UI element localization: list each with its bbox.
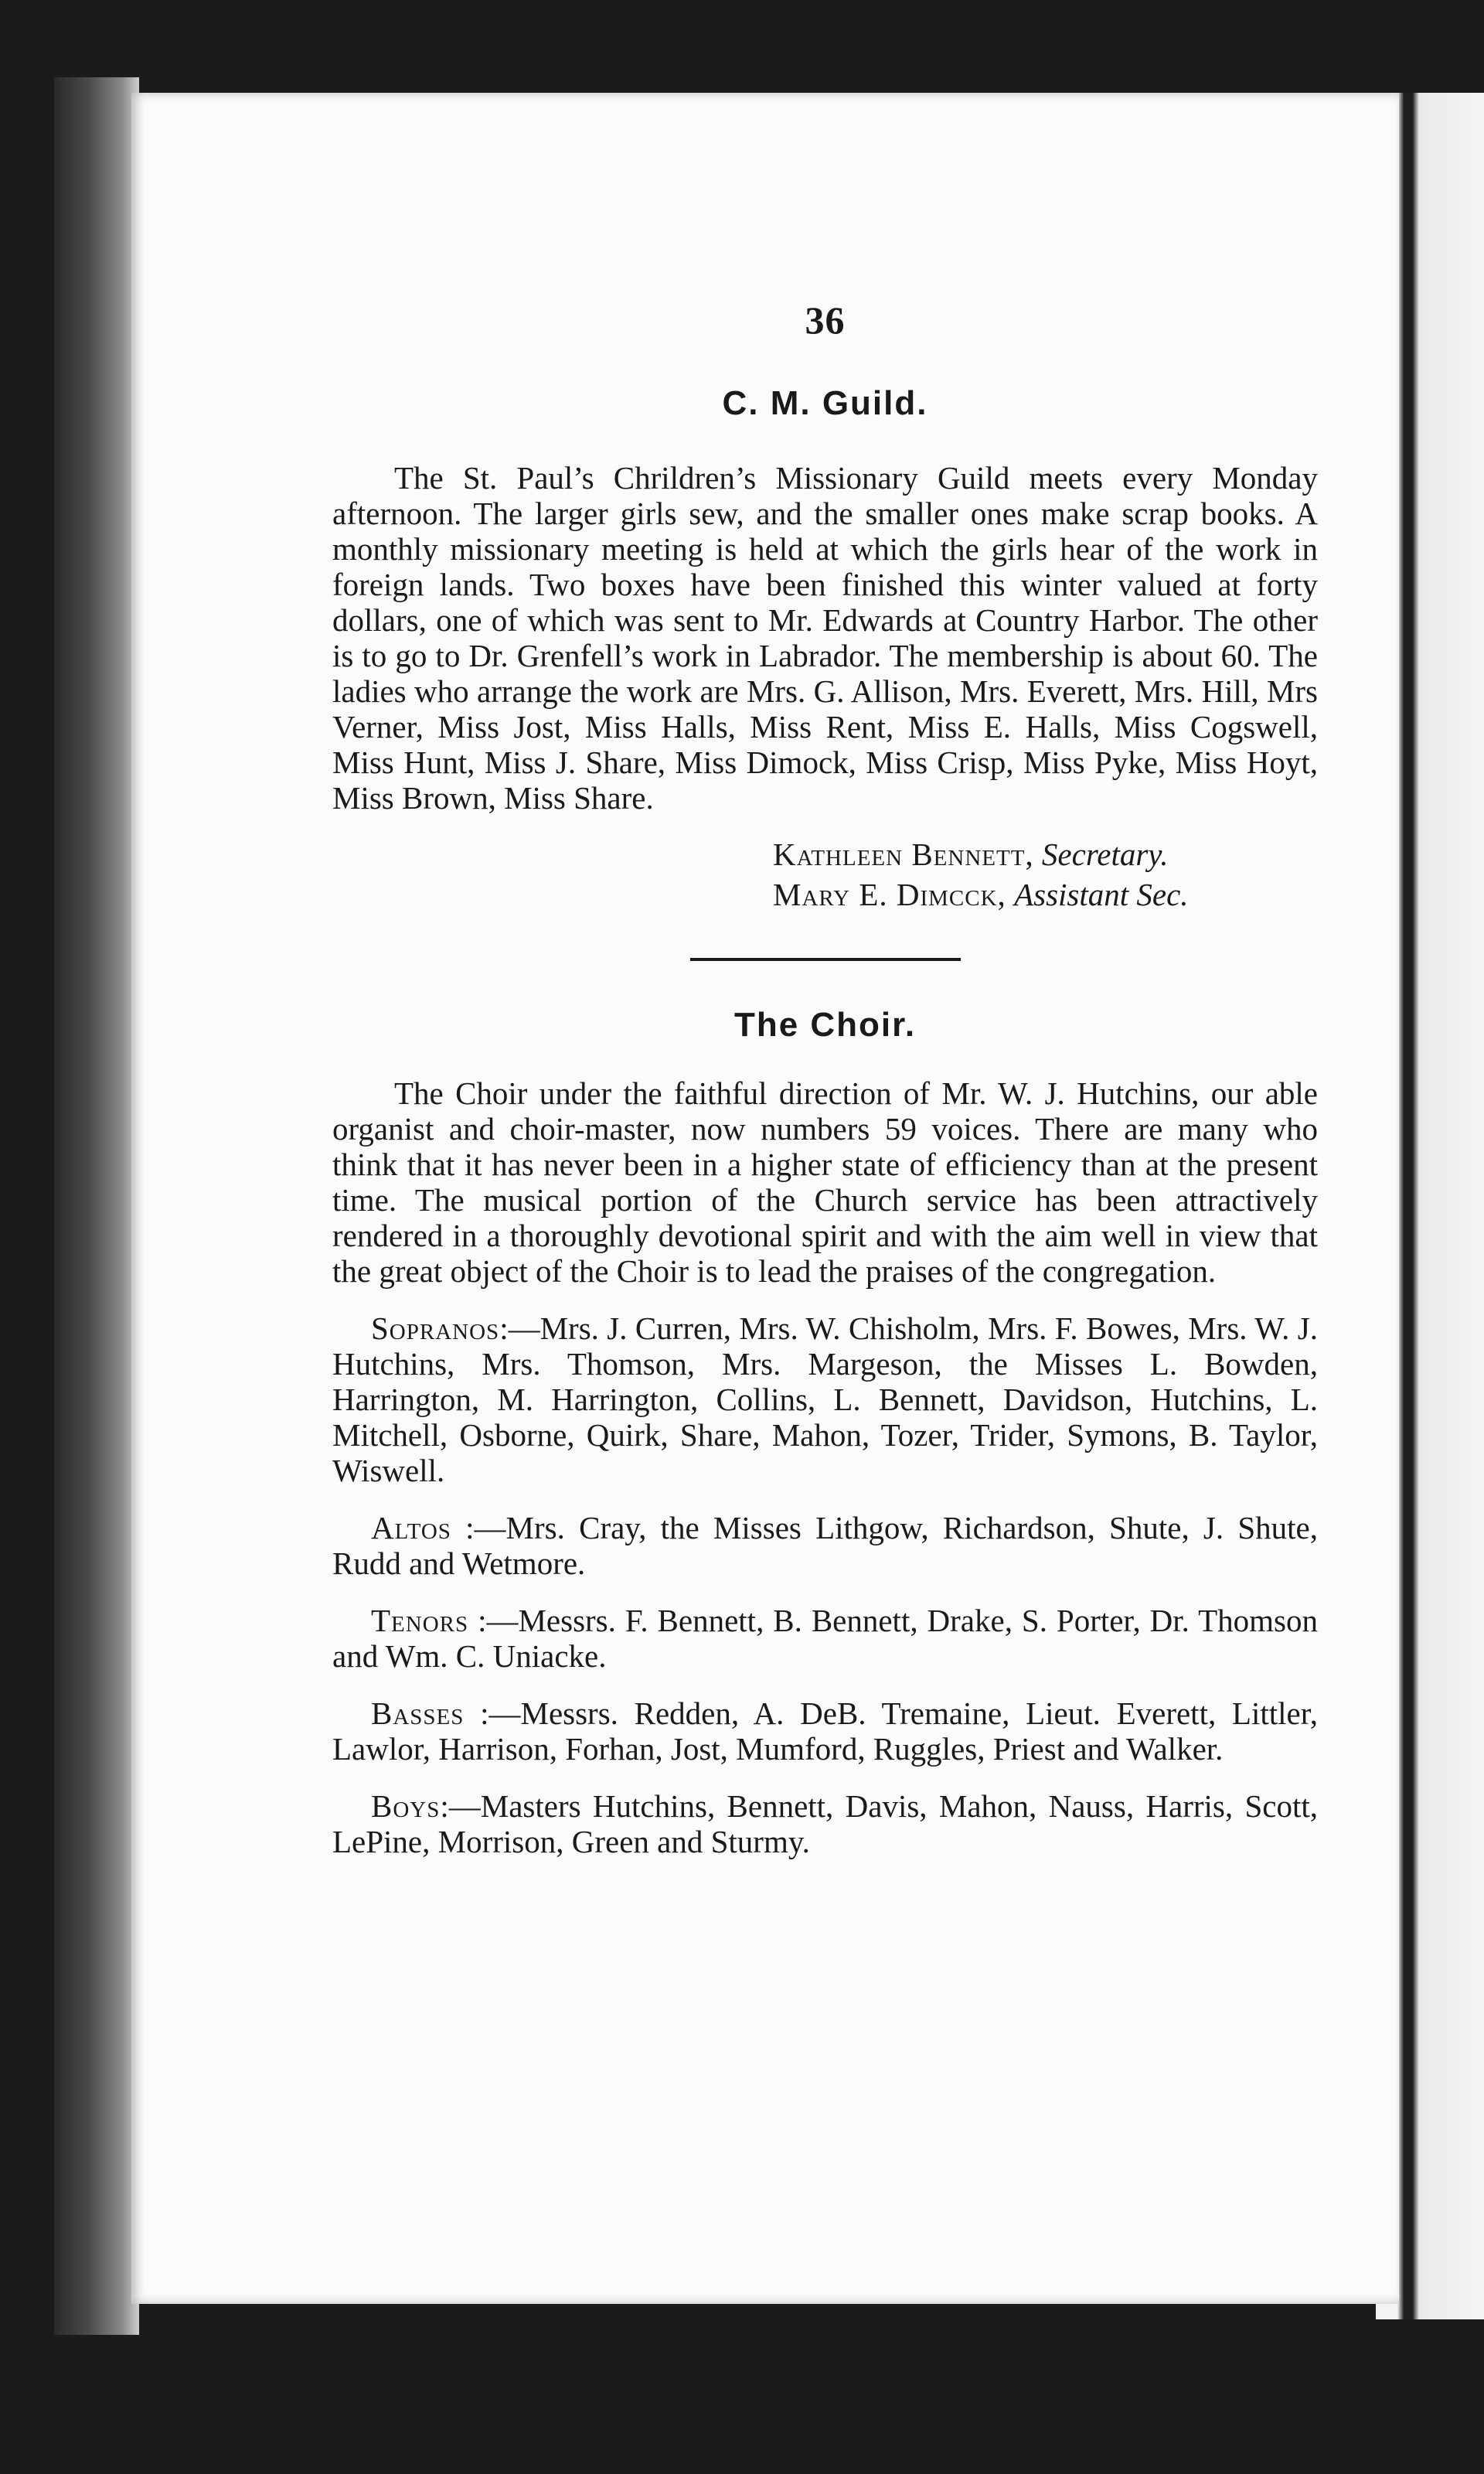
scan-left-shadow [54,77,139,2335]
basses-list: :—Messrs. Redden, A. DeB. Tremaine, Lieut. Everett, Littler, Lawlor, Harrison, Forhan, Jost, Mumford, Ruggles, Priest and Walker. [332,1695,1318,1767]
altos-list: :—Mrs. Cray, the Misses Lithgow, Richardson, Shute, J. Shute, Rudd and Wetmore. [332,1510,1318,1581]
basses-paragraph [332,1695,1318,1767]
signature-secretary [773,834,1318,874]
guild-signatures [332,834,1318,915]
altos-label: Altos [371,1510,451,1545]
text-column [332,298,1318,1859]
tenors-list: :—Messrs. F. Bennett, B. Bennett, Drake, S. Porter, Dr. Thomson and Wm. C. Uniacke. [332,1603,1318,1674]
secretary-name: Kathleen Bennett, [773,837,1034,872]
secretary-role: Secretary. [1041,837,1169,872]
boys-paragraph [332,1788,1318,1859]
sopranos-paragraph [332,1310,1318,1488]
altos-paragraph [332,1510,1318,1581]
choir-section [332,1006,1318,1859]
section-divider [690,958,961,961]
tenors-label: Tenors [371,1603,469,1638]
sopranos-label: Sopranos [371,1310,500,1346]
boys-list: :—Masters Hutchins, Bennett, Davis, Mahon, Nauss, Harris, Scott, LePine, Morrison, Green and Sturmy. [332,1788,1318,1859]
assistant-role: Assistant Sec. [1014,877,1189,912]
basses-label: Basses [371,1695,465,1731]
page-number: 36 [805,298,846,342]
boys-label: Boys [371,1788,441,1824]
choir-paragraph: The Choir under the faithful direction of Mr. W. J. Hutchins, our able organist and choir-master, now numbers 59 voices. There are many who think that it has never been in a higher state of efficiency than at the present time. The musical portion of the Church service has been attractively rendered in a thoroughly devotional spirit and with the aim well in view that the great object of the Choir is to lead the praises of the congregation. [332,1075,1318,1289]
guild-paragraph: The St. Paul’s Chrildren’s Missionary Guild meets every Monday afternoon. The larger girls sew, and the smaller ones make scrap books. A monthly missionary meeting is held at which the girls hear of the work in foreign lands. Two boxes have been finished this winter valued at forty dollars, one of which was sent to Mr. Edwards at Country Harbor. The other is to go to Dr. Grenfell’s work in Labrador. The membership is about 60. The ladies who arrange the work are Mrs. G. Allison, Mrs. Everett, Mrs. Hill, Mrs Verner, Miss Jost, Miss Halls, Miss Rent, Miss E. Halls, Miss Cogswell, Miss Hunt, Miss J. Share, Miss Dimock, Miss Crisp, Miss Pyke, Miss Hoyt, Miss Brown, Miss Share. [332,460,1318,816]
choir-title: The Choir. [733,1006,917,1044]
tenors-paragraph [332,1603,1318,1674]
guild-title: C. M. Guild. [722,384,928,422]
sopranos-list: :—Mrs. J. Curren, Mrs. W. Chisholm, Mrs. F. Bowes, Mrs. W. J. Hutchins, Mrs. Thomson, Mrs. Margeson, the Misses L. Bowden, Harrington, M. Harrington, Collins, L. Bennett, Davidson, Hutchins, L. Mitchell, Osborne, Quirk, Share, Mahon, Tozer, Trider, Symons, B. Taylor, Wiswell. [332,1310,1318,1488]
assistant-name: Mary E. Dimcck, [773,877,1006,912]
guild-section [332,384,1318,915]
signature-assistant [773,874,1318,915]
